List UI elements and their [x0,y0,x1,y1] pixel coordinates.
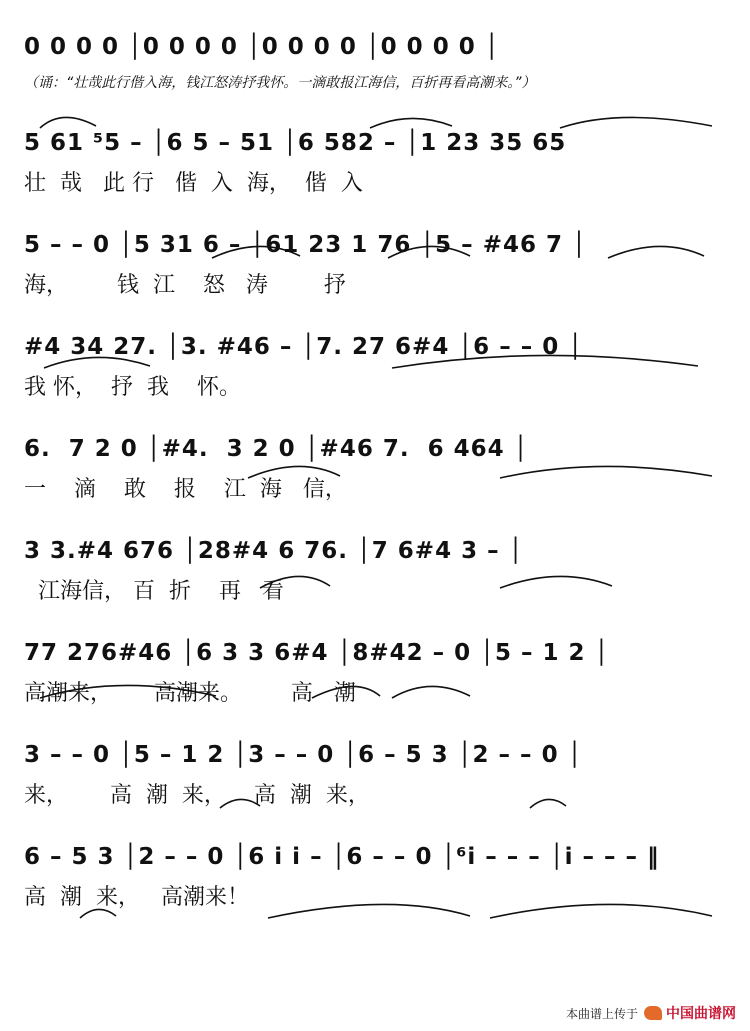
recitation-text: （诵：“壮哉此行偕入海，钱江怒涛抒我怀。一滴敢报江海信，百折再看高潮来。”） [24,75,536,91]
music-line: #4 34 27. │3. #46 – │7. 27 6#4 │6 – – 0 │ [24,334,584,360]
music-line: 6. 7 2 0 │#4. 3 2 0 │#46 7. 6 464 │ [24,436,529,462]
lyric-line: 海， 钱 江 怒 涛 抒 [24,273,346,298]
lyric-line: 来， 高 潮 来， 高 潮 来， [24,783,370,808]
intro-music-line: 0 0 0 0 │0 0 0 0 │0 0 0 0 │0 0 0 0 │ [24,34,500,60]
music-line: 5 61 ⁵5 – │6 5 – 51 │6 582 – │1 23 35 65 [24,130,576,156]
upload-text: 本曲谱上传于 [565,1006,638,1021]
lyric-line: 一 滴 敢 报 江 海 信， [24,477,347,502]
footer [566,1003,736,1023]
lyric-line: 江海信， 百 折 再 看 [24,579,284,604]
site-name: 中国曲谱网 [666,1006,736,1022]
lyric-line: 高 潮 来， 高潮来！ [24,885,249,910]
music-line: 77 276#46 │6 3 3 6#4 │8#42 – 0 │5 – 1 2 │ [24,640,610,666]
music-line: 5 – – 0 │5 31 6 – │61 23 1 76 │5 – #46 7 │ [24,232,587,258]
music-line: 6 – 5 3 │2 – – 0 │6 i i – │6 – – 0 │⁶i – – – │i – – – ‖ [24,844,660,870]
lyric-line: 壮 哉 此 行 偕 入 海， 偕 入 [24,171,363,196]
logo-icon [644,1006,662,1020]
music-line: 3 3.#4 676 │28#4 6 76. │7 6#4 3 – │ [24,538,524,564]
lyric-line: 高潮来， 高潮来。 高 潮 [24,681,356,706]
site-logo[interactable] [644,1003,736,1023]
music-line: 3 – – 0 │5 – 1 2 │3 – – 0 │6 – 5 3 │2 – – 0 │ [24,742,583,768]
score [24,26,736,918]
lyric-line: 我 怀， 抒 我 怀。 [24,375,241,400]
